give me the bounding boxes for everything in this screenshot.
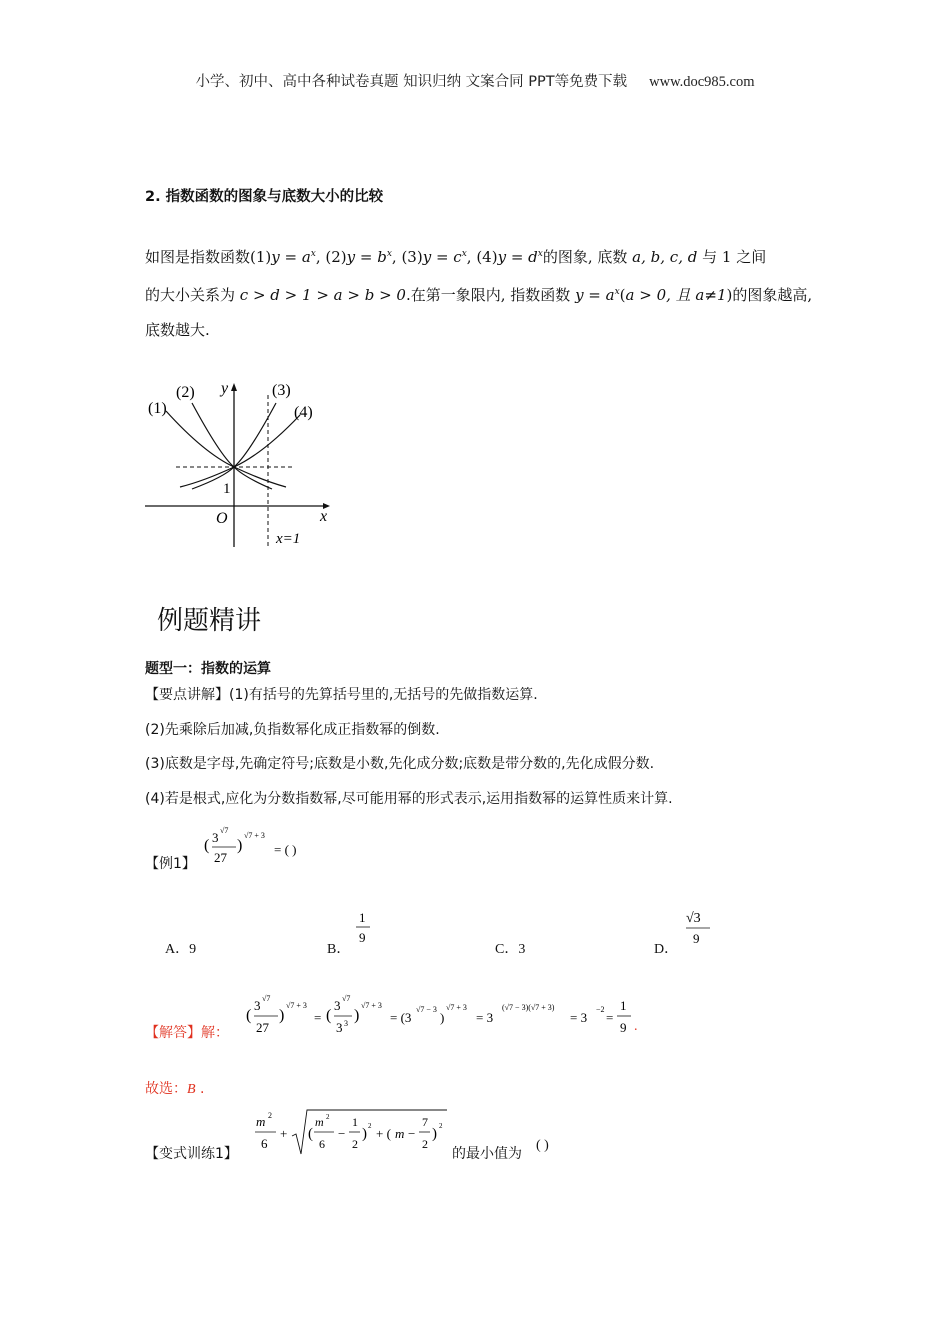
label-curve-4: (4)	[294, 404, 313, 421]
label-curve-2: (2)	[176, 384, 195, 401]
var-plus: +	[280, 1126, 288, 1141]
ans-exp: √7	[262, 994, 271, 1003]
paren-close: )	[237, 837, 243, 854]
formula: y = a	[575, 286, 615, 304]
ex1-num-exp: √7	[220, 826, 229, 835]
ans-exp: 3	[344, 1019, 348, 1028]
text-segment: (	[619, 286, 626, 304]
choice-value: B	[187, 1082, 196, 1097]
header-text: 小学、初中、高中各种试卷真题 知识归纳 文案合同 PPT等免费下载	[195, 74, 628, 90]
x-equals-one-label: x=1	[276, 531, 301, 547]
section-title: 2. 指数函数的图象与底数大小的比较	[145, 189, 384, 205]
text-segment: )的图象越高,	[726, 286, 813, 304]
paren: (	[326, 1007, 332, 1024]
point-1	[145, 684, 538, 704]
answer-label: 【解答】解：	[145, 1025, 229, 1041]
option-d-fraction	[682, 904, 716, 948]
var-6b: 6	[319, 1137, 325, 1151]
ans-term-8: =	[606, 1010, 614, 1025]
ans-term-1: 3	[254, 998, 261, 1013]
var-exp: 2	[326, 1113, 330, 1121]
ans-term-3: 3	[334, 998, 341, 1013]
var-paren: )	[432, 1126, 437, 1142]
ex1-denominator: 27	[214, 850, 227, 865]
point-1-text: (1)有括号的先算括号里的,无括号的先做指数运算.	[229, 687, 538, 703]
formula: y = b	[346, 248, 387, 266]
answer-formula	[244, 990, 644, 1040]
paren: )	[279, 1007, 285, 1024]
var-exp: 2	[439, 1122, 443, 1130]
text-segment: 的图象, 底数	[542, 248, 628, 266]
ans-term-5: = (3	[390, 1010, 412, 1025]
y-axis-label: y	[221, 380, 229, 397]
text-segment: , (3)	[391, 248, 423, 266]
equals: =	[314, 1010, 322, 1025]
exponential-graph	[140, 375, 340, 555]
text-segment: 的大小关系为	[145, 286, 236, 304]
optd-den: 9	[693, 931, 700, 946]
header-url: www.doc985.com	[649, 74, 755, 90]
text-segment: , (4)	[466, 248, 498, 266]
ans-result-den: 9	[620, 1020, 627, 1035]
ans-term-6: = 3	[476, 1010, 494, 1025]
points-label: 【要点讲解】	[145, 687, 229, 703]
var-7: 7	[422, 1115, 428, 1129]
paren: )	[354, 1007, 360, 1024]
superscript: x	[310, 249, 316, 259]
ex1-tail: = ( )	[274, 842, 297, 857]
option-b-fraction	[352, 908, 376, 948]
ans-exp: √7 − 3	[416, 1005, 437, 1014]
option-d[interactable]: D．	[654, 942, 679, 957]
var-paren: (	[308, 1126, 313, 1142]
option-b[interactable]: B．	[327, 942, 351, 957]
superscript: x	[461, 249, 467, 259]
relation: c > d > 1 > a > b > 0	[239, 286, 406, 304]
choice-period: .	[195, 1081, 205, 1097]
var-exp: 2	[368, 1122, 372, 1130]
var-minus2: −	[408, 1126, 416, 1141]
x-axis-label: x	[320, 508, 328, 525]
type-1-title: 题型一：指数的运算	[145, 661, 271, 677]
ans-term-4: 3	[336, 1020, 343, 1035]
var-plus2: + (	[376, 1126, 391, 1141]
ans-exp: √7 + 3	[446, 1003, 467, 1012]
superscript: x	[614, 287, 620, 297]
para-line-2	[145, 282, 812, 305]
optb-den: 9	[359, 930, 366, 945]
option-a[interactable]: A．9	[165, 942, 197, 957]
optd-num: √3	[686, 911, 701, 926]
variant-1-tail: 的最小值为	[452, 1146, 522, 1162]
paren: )	[440, 1010, 445, 1025]
para-line-3: 底数越大.	[145, 321, 210, 339]
ans-result-num: 1	[620, 998, 627, 1013]
ex1-numerator: 3	[212, 830, 219, 845]
ans-exp: √7 + 3	[361, 1001, 382, 1010]
var-m2: m	[315, 1115, 324, 1129]
var-2b: 2	[422, 1137, 428, 1151]
var-m3: m	[395, 1126, 405, 1141]
one-label: 1	[223, 481, 231, 497]
label-curve-3: (3)	[272, 382, 291, 399]
text-segment: 如图是指数函数(1)	[145, 248, 272, 266]
var-paren: )	[362, 1126, 367, 1142]
point-2: (2)先乘除后加减,负指数幂化成正指数幂的倒数.	[145, 722, 440, 738]
option-c[interactable]: C．3	[495, 942, 526, 957]
point-4: (4)若是根式,应化为分数指数幂,尽可能用幂的形式表示,运用指数幂的运算性质来计算.	[145, 791, 673, 807]
text-segment: .在第一象限内, 指数函数	[405, 286, 571, 304]
choice-label: 故选：	[145, 1081, 187, 1097]
text-segment: , (2)	[315, 248, 347, 266]
var-6: 6	[261, 1136, 268, 1151]
para-line-1	[145, 244, 766, 267]
example-1-label: 【例1】	[145, 856, 196, 872]
text-segment: 与 1 之间	[702, 248, 767, 266]
curve-4	[180, 415, 300, 487]
var-exp: 2	[268, 1111, 272, 1120]
point-3: (3)底数是字母,先确定符号;底数是小数,先化成分数;底数是带分数的,先化成假分数.	[145, 756, 655, 772]
choice-line	[145, 1078, 204, 1098]
ans-term-2: 27	[256, 1020, 269, 1035]
ex1-outer-exp: √7 + 3	[244, 831, 265, 840]
page-header	[0, 70, 950, 91]
var-m: m	[256, 1114, 266, 1129]
formula: y = c	[422, 248, 462, 266]
label-curve-1: (1)	[148, 400, 167, 417]
variant-1-formula	[252, 1106, 452, 1158]
example-1-formula	[202, 820, 352, 870]
superscript: x	[537, 249, 543, 259]
ans-exp: −2	[596, 1005, 605, 1014]
variables: a, b, c, d	[632, 248, 698, 266]
ans-exp: √7 + 3	[286, 1001, 307, 1010]
var-minus: −	[338, 1126, 346, 1141]
var-2: 2	[352, 1137, 358, 1151]
formula: y = d	[497, 248, 538, 266]
examples-title: 例题精讲	[157, 606, 262, 636]
superscript: x	[386, 249, 392, 259]
paren: (	[246, 1007, 252, 1024]
variant-1-label: 【变式训练1】	[145, 1146, 238, 1162]
ans-exp: (√7 − 3)(√7 + 3)	[502, 1003, 555, 1012]
y-axis-arrow	[231, 383, 237, 391]
ans-exp: √7	[342, 994, 351, 1003]
variant-1-paren: ( )	[536, 1138, 549, 1153]
paren-open: (	[204, 837, 210, 854]
optb-num: 1	[359, 910, 366, 925]
ans-term-7: = 3	[570, 1010, 588, 1025]
curve-2	[192, 403, 272, 489]
var-1: 1	[352, 1115, 358, 1129]
formula: y = a	[271, 248, 311, 266]
condition: a > 0, 且 a≠1	[625, 286, 727, 304]
origin-label: O	[216, 510, 228, 527]
period: .	[634, 1019, 638, 1034]
